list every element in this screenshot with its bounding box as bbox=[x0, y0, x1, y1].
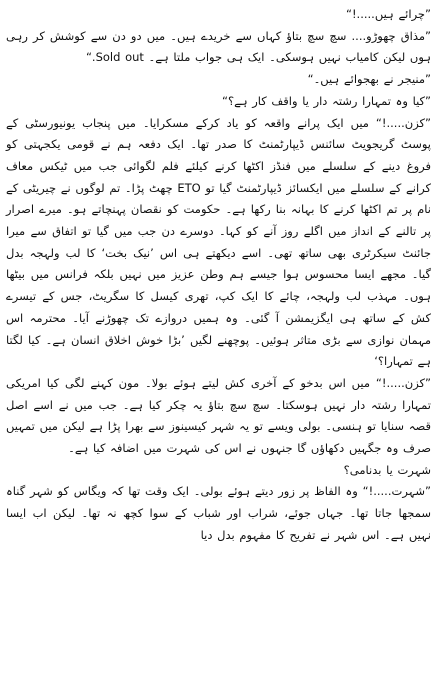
paragraph-6: ”کزن.....!“ میں اس بدخو کے آخری کش لیتے ہوئے بولا۔ مون کہنے لگی کیا امریکی تمہارا رشتہ دار نہیں ہوسکتا۔ سچ سچ بتاؤ یہ چکر کیا ہے۔ جب میں نے اسے اصل قصہ سنایا تو ہنسی۔ بولی ویسے تو یہ شہر کیسینوز سے بھرا پڑا ہے لیکن میں تمہیں صرف وہ جگہیں دکھاؤں گا جنہوں نے اس کی شہرت میں اضافہ کیا ہے۔ bbox=[6, 375, 431, 456]
paragraph-4: ”کیا وہ تمہارا رشتہ دار یا واقف کار ہے؟“ bbox=[222, 93, 431, 108]
paragraph-5: ”کزن.....!“ میں ایک پرانے واقعہ کو یاد کرکے مسکرایا۔ میں پنجاب یونیورسٹی کے پوسٹ گریجویٹ سائنس ڈیپارٹمنٹ کا صدر تھا۔ ایک دفعہ ہم نے قومی یکجہتی کو فروغ دینے کے سلسلے میں فنڈز اکٹھا کرنے کیلئے فلم لگوائی جب میں ٹیکس معاف کرانے کے سلسلے میں ایکسائز ڈیپارٹمنٹ گیا تو ETO چھٹ پڑا۔ تم لوگوں نے چیریٹی کے نام پر تم اکٹھا کرنے کا بہانہ بنا رکھا ہے۔ حکومت کو نقصان پہنچاتے ہو۔ میرے اصرار پر تالنے کے انداز میں اگلے روز آنے کو کہا۔ دوسرے دن جب میں گیا تو اتفاق سے میرا جائنٹ سیکرٹری بھی ساتھ تھی۔ اسے دیکھتے ہی اس ’نیک بخت‘ کا لب ولہجہ بدل گیا۔ مجھے ایسا محسوس ہوا جیسے ہم وطن عزیز میں نہیں بلکہ فرانس میں بیٹھا ہوں۔ مہذب لب ولہجہ، چائے کا ایک کپ، تھری کیسل کا سگریٹ، جس کے تیسرے کش کے ساتھ ہی ایگزیمشن آ گئی۔ وہ ہمیں دروازے تک چھوڑنے آیا۔ محترمہ اس مہمان نوازی سے بڑی متاثر ہوئیں۔ پوچھنے لگیں ’بڑا خوش اخلاق انسان ہے۔ کیا لگتا ہے تمہارا؟‘ bbox=[6, 115, 431, 369]
paragraph-7: شہرت یا بدنامی؟ bbox=[343, 462, 431, 477]
paragraph-1: ”چرائے ہیں.....!“ bbox=[345, 7, 431, 21]
paragraph-3: ”منیجر نے بھجوائے ہیں۔“ bbox=[307, 72, 431, 87]
paragraph-2: ”مذاق چھوڑو.... سچ سچ بتاؤ کہاں سے خریدے ہیں۔ میں دو دن سے کوشش کر رہی ہوں لیکن کامیاب نہیں ہوسکی۔ ایک ہی جواب ملتا ہے۔ Sold out.“ bbox=[6, 28, 431, 65]
paragraph-8: ”شہرت.....!“ وہ الفاظ پر زور دیتے ہوئے بولی۔ ایک وقت تھا کہ ویگاس کو شہر گناہ سمجھا جاتا تھا۔ جہاں جوئے، شراب اور شباب کے سوا کچھ نہ تھا۔ لیکن اب ایسا نہیں ہے۔ اس شہر نے تفریح کا مفہوم بدل دیا bbox=[6, 484, 431, 542]
